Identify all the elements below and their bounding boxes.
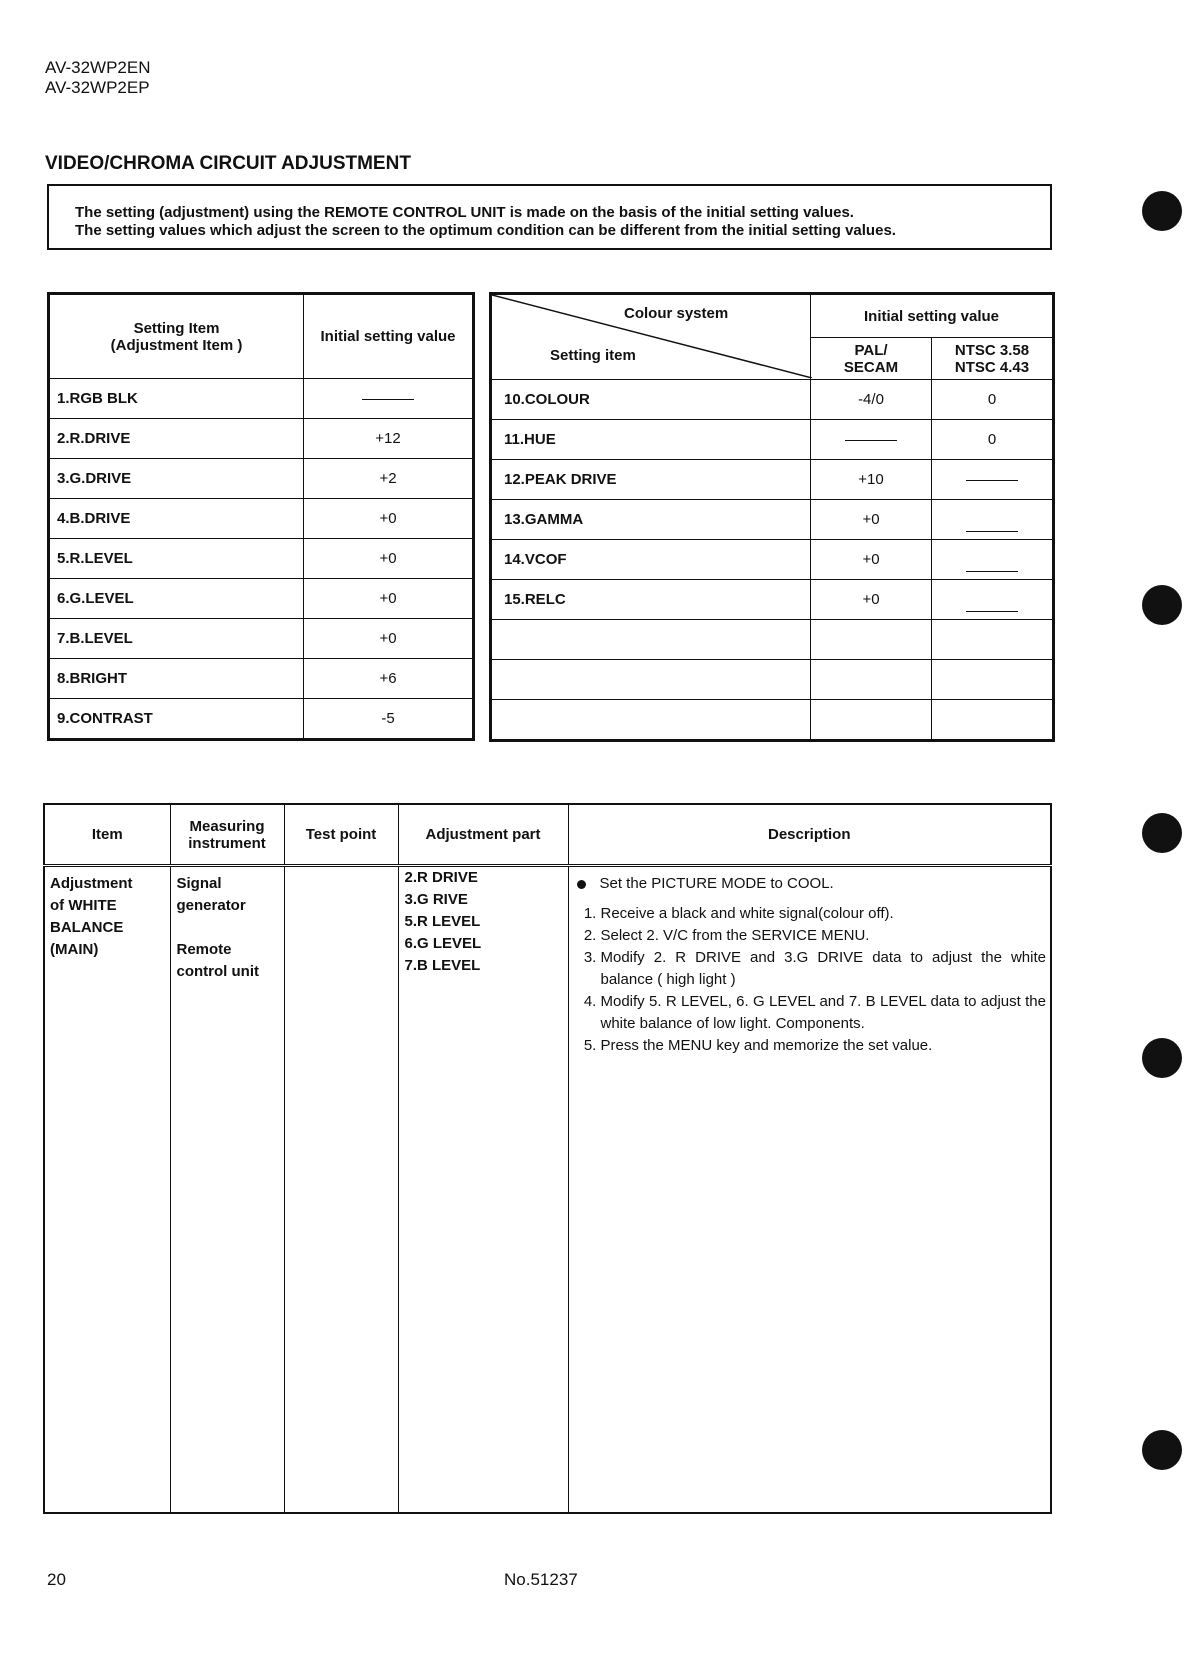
- setting-name: 2.R.DRIVE: [49, 419, 304, 459]
- page-number: 20: [47, 1570, 66, 1589]
- setting-value-none: [304, 379, 474, 419]
- punch-hole-icon: [1142, 1430, 1182, 1470]
- setting-name: 7.B.LEVEL: [49, 619, 304, 659]
- punch-hole-icon: [1142, 191, 1182, 231]
- setting-name: 15.RELC: [491, 580, 811, 620]
- header-setting-item-line2: (Adjustment Item ): [110, 336, 243, 354]
- header-setting-item-line1: Setting Item: [133, 319, 220, 337]
- header-ntsc-358: NTSC 3.58: [954, 341, 1030, 359]
- pal-value: +0: [811, 580, 932, 620]
- header-measuring: Measuring: [189, 817, 265, 835]
- table-row: [49, 619, 474, 659]
- table-row-empty: [491, 620, 1054, 660]
- header-test-point: Test point: [284, 804, 398, 866]
- header-ntsc: [932, 338, 1054, 380]
- step-item: 3. Modify 2. R DRIVE and 3.G DRIVE data to adjust the white balance ( high light ): [601, 947, 1051, 991]
- ntsc-value-none: [932, 540, 1054, 580]
- setting-name: 3.G.DRIVE: [49, 459, 304, 499]
- header-ntsc-443: NTSC 4.43: [954, 358, 1030, 376]
- setting-name: 9.CONTRAST: [49, 699, 304, 740]
- instrument-line: Signal: [176, 875, 222, 892]
- section-title: VIDEO/CHROMA CIRCUIT ADJUSTMENT: [45, 153, 411, 174]
- table-row: [49, 459, 474, 499]
- table-row: [491, 540, 1054, 580]
- setting-name: 8.BRIGHT: [49, 659, 304, 699]
- item-cell: [44, 866, 170, 1514]
- header-pal: PAL/: [854, 341, 888, 359]
- ntsc-value-none: [932, 500, 1054, 540]
- setting-name: 4.B.DRIVE: [49, 499, 304, 539]
- header-pal-secam: [811, 338, 932, 380]
- header-setting-item: [49, 294, 304, 379]
- header-colour-system: Colour system: [624, 305, 729, 322]
- steps-list: [575, 903, 1051, 1057]
- ntsc-value: 0: [932, 420, 1054, 460]
- header-description: Description: [568, 804, 1051, 866]
- header-secam: SECAM: [843, 358, 899, 376]
- document-number: No.51237: [504, 1570, 578, 1589]
- adjustment-part: 3.G RIVE: [404, 891, 468, 908]
- ntsc-value-none: [932, 580, 1054, 620]
- setting-value: +6: [304, 659, 474, 699]
- test-point-cell: [284, 866, 398, 1514]
- item-line: BALANCE: [50, 919, 124, 936]
- initial-settings-table-left: [47, 292, 475, 741]
- setting-value: +0: [304, 579, 474, 619]
- notice-line-2: The setting values which adjust the screen to the optimum condition can be different from the initial setting values.: [75, 222, 896, 239]
- table-row-empty: [491, 700, 1054, 741]
- table-row: [491, 500, 1054, 540]
- setting-name: 5.R.LEVEL: [49, 539, 304, 579]
- step-item: 2. Select 2. V/C from the SERVICE MENU.: [601, 925, 1051, 947]
- notice-line-1: The setting (adjustment) using the REMOTE CONTROL UNIT is made on the basis of the initial setting values.: [75, 204, 854, 221]
- adjustment-part: 2.R DRIVE: [404, 869, 478, 886]
- step-item: 5. Press the MENU key and memorize the set value.: [601, 1035, 1051, 1057]
- bullet-icon: [577, 880, 586, 889]
- initial-settings-table-right: [489, 292, 1055, 742]
- bullet-line: [575, 873, 1051, 895]
- setting-name: 6.G.LEVEL: [49, 579, 304, 619]
- header-measuring-instrument: [170, 804, 284, 866]
- adjustment-procedure-table: [43, 803, 1052, 1514]
- table-row: [49, 659, 474, 699]
- setting-name: 10.COLOUR: [491, 380, 811, 420]
- table-row-empty: [491, 660, 1054, 700]
- header-instrument: instrument: [188, 834, 266, 852]
- setting-value: +2: [304, 459, 474, 499]
- table-row: [49, 419, 474, 459]
- pal-value: -4/0: [811, 380, 932, 420]
- pal-value: +0: [811, 500, 932, 540]
- table-row: [491, 380, 1054, 420]
- setting-value: +12: [304, 419, 474, 459]
- punch-hole-icon: [1142, 585, 1182, 625]
- description-cell: [568, 866, 1051, 1514]
- instrument-line: Remote: [176, 941, 232, 958]
- ntsc-value: 0: [932, 380, 1054, 420]
- table-row: [491, 580, 1054, 620]
- item-line: of WHITE: [50, 897, 117, 914]
- table-row: [491, 420, 1054, 460]
- table-header-row: [49, 294, 474, 379]
- header-diagonal-cell: [491, 294, 811, 380]
- setting-value: +0: [304, 619, 474, 659]
- setting-value: -5: [304, 699, 474, 740]
- table-row: [49, 699, 474, 740]
- pal-value: +10: [811, 460, 932, 500]
- table-row: [491, 460, 1054, 500]
- notice-box: [47, 184, 1052, 250]
- setting-value: +0: [304, 499, 474, 539]
- setting-name: 1.RGB BLK: [49, 379, 304, 419]
- header-adjustment-part: Adjustment part: [398, 804, 568, 866]
- setting-name: 14.VCOF: [491, 540, 811, 580]
- table-row: [49, 379, 474, 419]
- table-row: [49, 499, 474, 539]
- item-line: Adjustment: [50, 875, 133, 892]
- table-header-row: [491, 294, 1054, 338]
- adjustment-part: 5.R LEVEL: [404, 913, 481, 930]
- adjustment-part-cell: [398, 866, 568, 1514]
- instrument-line: control unit: [176, 963, 259, 980]
- header-initial-value: Initial setting value: [304, 294, 474, 379]
- pal-value-none: [811, 420, 932, 460]
- setting-name: 11.HUE: [491, 420, 811, 460]
- instrument-cell: [170, 866, 284, 1514]
- header-setting-item: Setting item: [550, 347, 636, 364]
- header-item: Item: [44, 804, 170, 866]
- pal-value: +0: [811, 540, 932, 580]
- adjustment-part: 7.B LEVEL: [404, 957, 481, 974]
- setting-name: 13.GAMMA: [491, 500, 811, 540]
- setting-name: 12.PEAK DRIVE: [491, 460, 811, 500]
- punch-hole-icon: [1142, 813, 1182, 853]
- step-item: 1. Receive a black and white signal(colour off).: [601, 903, 1051, 925]
- bullet-text: Set the PICTURE MODE to COOL.: [599, 875, 834, 892]
- punch-hole-icon: [1142, 1038, 1182, 1078]
- model-number-1: AV-32WP2EN: [45, 58, 151, 77]
- table-row: [49, 579, 474, 619]
- setting-value: +0: [304, 539, 474, 579]
- header-initial-value: Initial setting value: [811, 294, 1054, 338]
- item-line: (MAIN): [50, 941, 99, 958]
- table-row: [49, 539, 474, 579]
- step-item: 4. Modify 5. R LEVEL, 6. G LEVEL and 7. B LEVEL data to adjust the white balance of low light. Components.: [601, 991, 1051, 1035]
- ntsc-value-none: [932, 460, 1054, 500]
- adjustment-part: 6.G LEVEL: [404, 935, 482, 952]
- instrument-line: generator: [176, 897, 246, 914]
- model-number-2: AV-32WP2EP: [45, 78, 150, 97]
- table-header-row: [44, 804, 1051, 866]
- table-row: [44, 866, 1051, 1514]
